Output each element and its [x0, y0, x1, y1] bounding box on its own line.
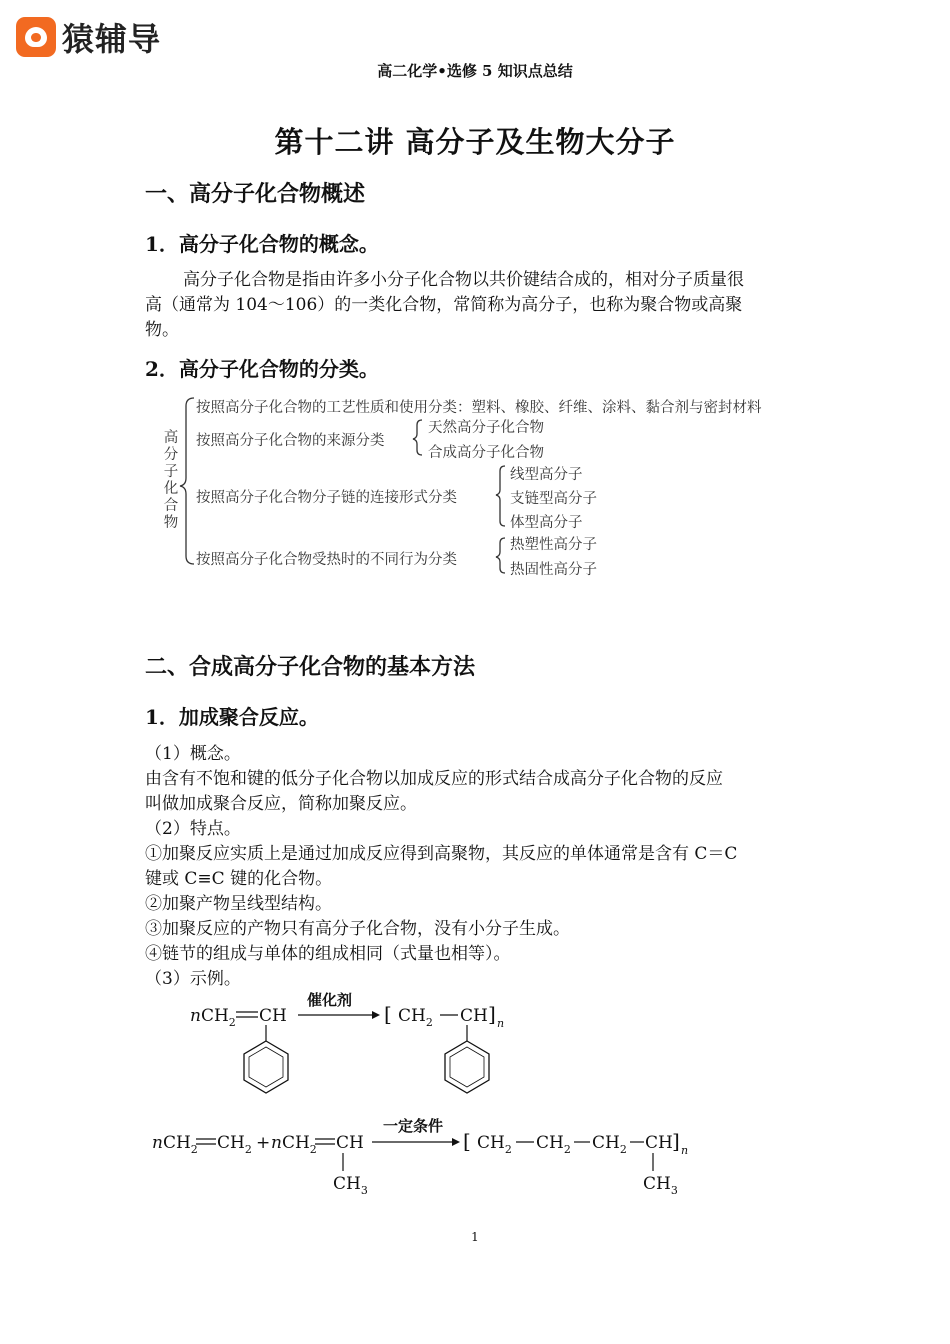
catalyst-label: 催化剂	[307, 991, 353, 1009]
coef-n: n	[190, 1006, 201, 1026]
reaction-equations	[0, 985, 950, 1205]
section1-heading: 一、高分子化合物概述	[145, 181, 366, 207]
text-line: ②加聚产物呈线型结构。	[145, 894, 332, 914]
svg-text:CH: CH	[645, 1133, 673, 1153]
branch-chain: 按照高分子化合物分子链的连接形式分类	[196, 490, 457, 506]
svg-text:CH2: $CH_2$	[536, 1133, 571, 1156]
benzene-ring	[445, 1041, 489, 1093]
text-line: ③加聚反应的产物只有高分子化合物，没有小分子生成。	[145, 919, 570, 939]
branch-heat: 按照高分子化合物受热时的不同行为分类	[196, 552, 457, 568]
text-line: 由含有不饱和键的低分子化合物以加成反应的形式结合成高分子化合物的反应	[145, 769, 723, 789]
svg-text:]: ]	[672, 1129, 680, 1153]
condition-label: 一定条件	[383, 1117, 444, 1135]
svg-text:CH2: $CH_2$	[217, 1133, 252, 1156]
main-brace	[180, 398, 194, 564]
svg-text:nCH2: nCH$_2$	[271, 1133, 317, 1156]
plus-sign: +	[256, 1133, 271, 1153]
concept-para-line2: 高（通常为 104～106）的一类化合物，常简称为高分子，也称为聚合物或高聚	[145, 295, 743, 315]
synthetic-polymer: 合成高分子化合物	[428, 445, 544, 461]
svg-text:[: [	[384, 1002, 392, 1026]
lecture-title: 第十二讲 高分子及生物大分子	[274, 125, 676, 159]
classification-diagram	[0, 0, 950, 600]
benzene-ring	[244, 1041, 288, 1093]
root-char: 物	[163, 515, 179, 531]
text-line: （1）概念。	[145, 744, 241, 764]
text-line: 叫做加成聚合反应，简称加聚反应。	[145, 794, 417, 814]
linear-polymer: 线型高分子	[510, 467, 583, 483]
page-number: 1	[471, 1230, 479, 1244]
text-line: （2）特点。	[145, 819, 241, 839]
svg-text:CH: CH	[259, 1006, 287, 1026]
svg-text:]: ]	[488, 1002, 496, 1026]
svg-text:CH2: $CH_2$	[477, 1133, 512, 1156]
root-char: 子	[163, 464, 179, 480]
concept-para-line1: 高分子化合物是指由许多小分子化合物以共价键结合成的，相对分子质量很	[183, 270, 744, 290]
root-char: 化	[163, 481, 179, 497]
root-char: 分	[163, 447, 179, 463]
network-polymer: 体型高分子	[510, 515, 583, 531]
diagram-braces	[0, 0, 950, 600]
branch-source: 按照高分子化合物的来源分类	[196, 433, 385, 449]
svg-text:CH2: $CH_2$	[592, 1133, 627, 1156]
branched-polymer: 支链型高分子	[510, 491, 597, 507]
addition-polymerization-heading: 1．加成聚合反应。	[145, 705, 319, 729]
natural-polymer: 天然高分子化合物	[428, 420, 544, 436]
root-char: 高	[163, 430, 179, 446]
branch-process: 按照高分子化合物的工艺性质和使用分类：塑料、橡胶、纤维、涂料、黏合剂与密封材料	[196, 400, 762, 416]
heat-brace	[496, 538, 505, 573]
svg-text:CH3: $CH_3$	[643, 1174, 678, 1197]
section2-heading: 二、合成高分子化合物的基本方法	[145, 654, 476, 680]
root-char: 合	[163, 498, 179, 514]
concept-para-line3: 物。	[145, 320, 179, 340]
classification-heading: 2．高分子化合物的分类。	[145, 357, 379, 381]
svg-text:[: [	[463, 1129, 471, 1153]
svg-text:CH3: $CH_3$	[333, 1174, 368, 1197]
svg-text:CH: CH	[460, 1006, 488, 1026]
thermoset-polymer: 热固性高分子	[510, 562, 597, 578]
svg-text:CH2: $CH_2$	[398, 1006, 433, 1029]
text-line: ④链节的组成与单体的组成相同（式量也相等）。	[145, 944, 511, 964]
text-line: 键或 C≡C 键的化合物。	[145, 869, 333, 889]
brand-name: 猿辅导	[62, 20, 162, 58]
concept-heading: 1．高分子化合物的概念。	[145, 232, 379, 256]
source-brace	[413, 420, 422, 455]
page-header: 高二化学•选修 5 知识点总结	[377, 62, 573, 80]
svg-text:n: n	[497, 1017, 505, 1030]
text-line: ①加聚反应实质上是通过加成反应得到高聚物，其反应的单体通常是含有 C＝C	[145, 844, 738, 864]
chain-brace	[496, 466, 505, 526]
svg-text:CH: CH	[336, 1133, 364, 1153]
thermoplastic-polymer: 热塑性高分子	[510, 537, 597, 553]
svg-text:nCH2: nCH$_2$	[152, 1133, 198, 1156]
svg-text:nCH2: nCH$_2$	[190, 1006, 236, 1029]
svg-text:n: n	[681, 1144, 689, 1157]
text-line: （3）示例。	[145, 969, 241, 989]
